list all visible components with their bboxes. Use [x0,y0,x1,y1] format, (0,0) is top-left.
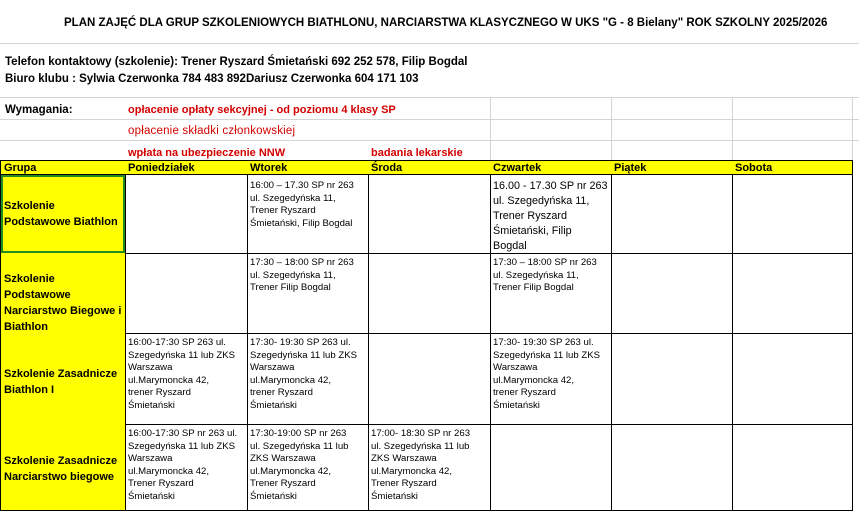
table-border [247,160,248,511]
table-border [0,424,853,425]
schedule-cell: 17:30- 19:30 SP 263 ul. Szegedyńska 11 lub ZKS Warszawa ul.Marymoncka 42, trener Ryszard Śmietański [493,337,601,411]
group-name: Szkolenie Zasadnicze Narciarstwo biegowe [4,455,118,483]
schedule-cell: 16:00-17:30 SP nr 263 ul. Szegedyńska 11 lub ZKS Warszawa ul.Marymoncka 42, Trener Ryszard Śmietański [128,428,238,502]
schedule-cell: 16:00-17:30 SP 263 ul. Szegedyńska 11 lub ZKS Warszawa ul.Marymoncka 42, trener Ryszard Śmietański [128,337,236,411]
header-cell-wednesday: Środa [371,162,403,174]
group-name: Szkolenie Podstawowe Narciarstwo Biegowe i Biathlon [4,273,122,333]
table-border [368,160,369,511]
gridline [0,119,859,120]
header-cell-grupa: Grupa [4,162,37,174]
schedule-cell: 16:00 – 17.30 SP nr 263 ul. Szegedyńska 11, Trener Ryszard Śmietański, Filip Bogdal [250,180,354,229]
table-border [611,160,612,511]
group-name: Szkolenie Zasadnicze Biathlon I [4,368,118,396]
header-cell-thursday: Czwartek [493,162,542,174]
requirement-item: badania lekarskie [371,147,463,159]
requirement-item: wpłata na ubezpieczenie NNW [128,147,286,159]
gridline [0,97,859,98]
gridline [490,97,491,160]
gridline [0,43,859,44]
table-border [0,510,853,511]
gridline [0,140,859,141]
contact-phone-line: Telefon kontaktowy (szkolenie): Trener Ryszard Śmietański 692 252 578, Filip Bogdal [5,56,468,68]
page-title: PLAN ZAJĘĆ DLA GRUP SZKOLENIOWYCH BIATHLONU, NARCIARSTWA KLASYCZNEGO W UKS "G - 8 Bielany" ROK SZKOLNY 2025/2026 [64,17,828,29]
schedule-cell: 17:30-19:00 SP nr 263 ul. Szegedyńska 11 lub ZKS Warszawa ul.Marymoncka 42, Trener Ryszard Śmietański [250,428,349,502]
schedule-cell: 17:30- 19:30 SP 263 ul. Szegedyńska 11 lub ZKS Warszawa ul.Marymoncka 42, trener Ryszard Śmietański [250,337,358,411]
table-border [0,253,853,254]
requirement-item: opłacenie składki członkowskiej [128,125,296,137]
gridline [611,97,612,160]
group-name: Szkolenie Podstawowe Biathlon [4,200,118,228]
schedule-cell: 17:00- 18:30 SP nr 263 ul. Szegedyńska 11 lub ZKS Warszawa ul.Marymoncka 42, Trener Ryszard Śmietański [371,428,471,502]
header-cell-friday: Piątek [614,162,647,174]
schedule-cell: 17:30 – 18:00 SP nr 263 ul. Szegedyńska 11, Trener Filip Bogdal [250,257,354,293]
table-border [125,160,126,511]
table-border [490,160,491,511]
schedule-cell: 17:30 – 18:00 SP nr 263 ul. Szegedyńska 11, Trener Filip Bogdal [493,257,597,293]
table-border [852,160,853,511]
table-border [732,160,733,511]
contact-office-line: Biuro klubu : Sylwia Czerwonka 784 483 892Dariusz Czerwonka 604 171 103 [5,73,419,85]
requirements-label: Wymagania: [5,104,73,116]
header-cell-monday: Poniedziałek [128,162,195,174]
table-border [0,333,853,334]
schedule-cell: 16.00 - 17.30 SP nr 263 ul. Szegedyńska 11, Trener Ryszard Śmietański, Filip Bogdal [493,180,608,252]
gridline [732,97,733,160]
header-cell-tuesday: Wtorek [250,162,288,174]
header-cell-saturday: Sobota [735,162,773,174]
gridline [852,97,853,160]
requirement-item: opłacenie opłaty sekcyjnej - od poziomu 4 klasy SP [128,104,396,116]
table-border [0,174,853,175]
